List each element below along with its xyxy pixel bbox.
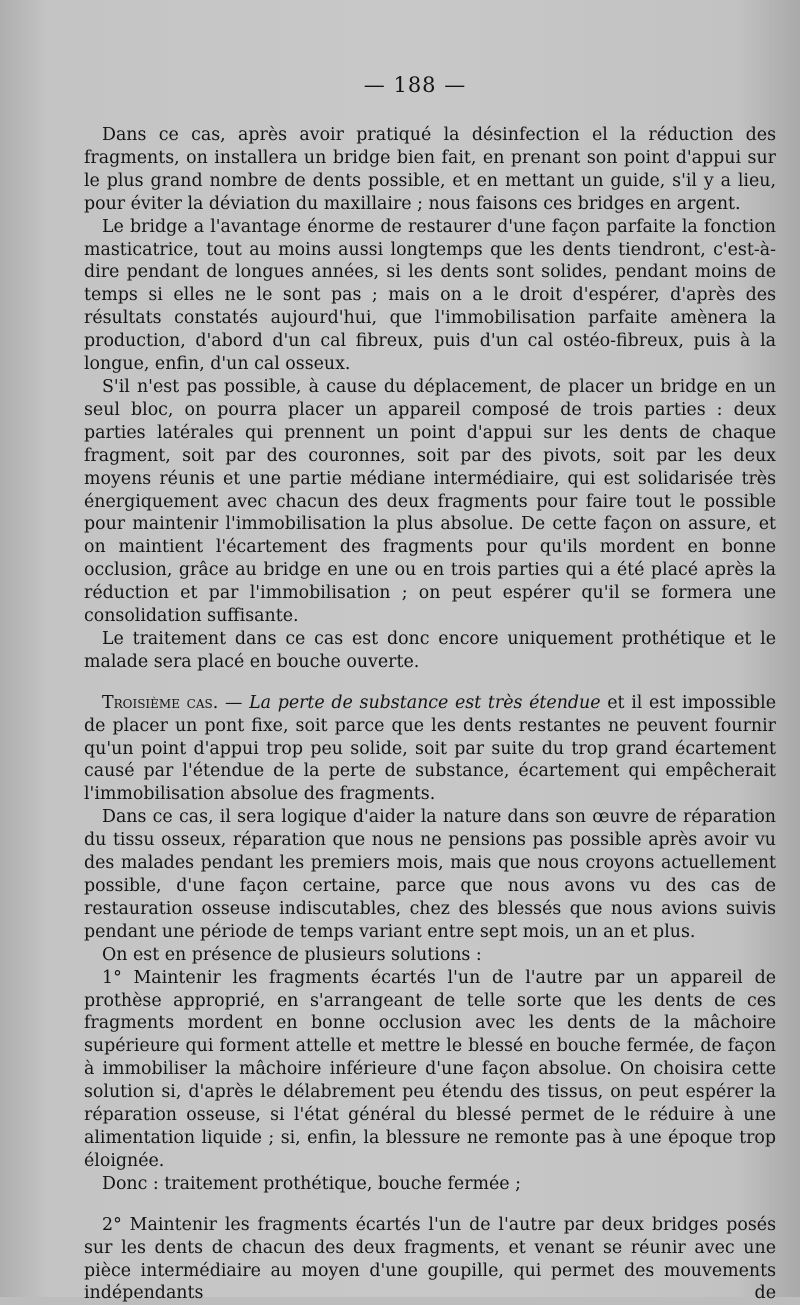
section-heading-italic: La perte de substance est très étendue	[249, 692, 601, 713]
section-paragraph-text: et il est impossible de placer un pont fixe, soit parce que les dents restantes ne peuvent fournir qu'un point d'appui trop peu solide, soit par suite du trop grand écartement causé par l'étendue de la perte de substance, écartement qui empêcherait l'immobilisation absolue des fragments.	[84, 692, 776, 805]
paragraph-solution-2: 2° Maintenir les fragments écartés l'un de l'autre par deux bridges posés sur les dents de chacun des deux fragments, et venant se réunir avec une pièce intermédiaire au moyen d'une goupille, qui permet des mouvements indépendants de	[84, 1214, 776, 1304]
page-text	[84, 124, 776, 1305]
paragraph-2: Le bridge a l'avantage énorme de restaurer d'une façon parfaite la fonction masticatrice, tout au moins aussi longtemps que les dents tiendront, c'est-à-dire pendant de longues années, si les dents sont solides, pendant moins de temps si elles ne le sont pas ; mais on a le droit d'espérer, d'après des résultats constatés aujourd'hui, que l'immobilisation parfaite amènera la production, d'abord d'un cal fibreux, puis d'un cal ostéo-fibreux, puis à la longue, enfin, d'un cal osseux.	[84, 216, 776, 375]
paragraph-4: Le traitement dans ce cas est donc encore uniquement prothétique et le malade sera placé en bouche ouverte.	[84, 628, 776, 672]
paragraph-solution-1: 1° Maintenir les fragments écartés l'un de l'autre par un appareil de prothèse approprié, en s'arrangeant de telle sorte que les dents de ces fragments mordent en bonne occlusion avec les dents de la mâchoire supérieure qui forment attelle et mettre le blessé en bouche fermée, de façon à immobiliser la mâchoire inférieure d'une façon absolue. On choisira cette solution si, d'après le délabrement peu étendu des tissus, on peut espérer la réparation osseuse, si l'état général du blessé permet de le réduire à une alimentation liquide ; si, enfin, la blessure ne remonte pas à une époque trop éloignée.	[84, 967, 776, 1171]
paragraph-7: On est en présence de plusieurs solutions :	[102, 944, 482, 965]
page-number: — 188 —	[363, 73, 467, 97]
paragraph-1: Dans ce cas, après avoir pratiqué la désinfection el la réduction des fragments, on installera un bridge bien fait, en prenant son point d'appui sur le plus grand nombre de dents possible, et en mettant un guide, s'il y a lieu, pour éviter la déviation du maxillaire ; nous faisons ces bridges en argent.	[84, 125, 776, 214]
paragraph-troisieme-cas	[84, 692, 776, 807]
paragraph-9: Donc : traitement prothétique, bouche fermée ;	[102, 1173, 521, 1194]
section-heading: Troisième cas. —	[102, 692, 243, 713]
paragraph-3: S'il n'est pas possible, à cause du déplacement, de placer un bridge en un seul bloc, on pourra placer un appareil composé de trois parties : deux parties latérales qui prennent un point d'appui sur les dents de chaque fragment, soit par des couronnes, soit par des pivots, soit par les deux moyens réunis et une partie médiane intermédiaire, qui est solidarisée très énergiquement avec chacun des deux fragments pour faire tout le possible pour maintenir l'immobilisation la plus absolue. De cette façon on assure, et on maintient l'écartement des fragments pour qu'ils mordent en bonne occlusion, grâce au bridge en une ou en trois parties qui a été placé après la réduction et par l'immobilisation ; on peut espérer qu'il se formera une consolidation suffisante.	[84, 376, 776, 627]
paragraph-6: Dans ce cas, il sera logique d'aider la nature dans son œuvre de réparation du tissu osseux, réparation que nous ne pensions pas possible après avoir vu des malades pendant les premiers mois, mais que nous croyons actuellement possible, d'une façon certaine, parce que nous avons vu des cas de restauration osseuse indiscutables, chez des blessés que nous avions suivis pendant une période de temps variant entre sept mois, un an et plus.	[84, 807, 776, 942]
